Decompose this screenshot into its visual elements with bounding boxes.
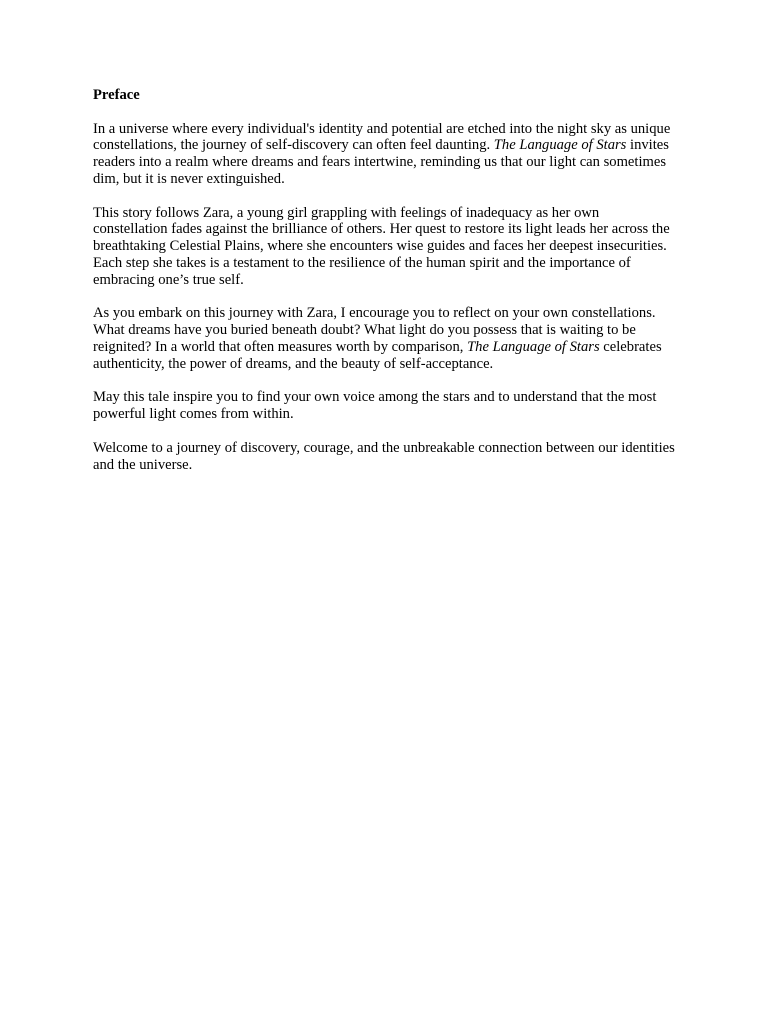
paragraph-3-text-a: As you embark on this journey with Zara, I encourage you to reflect on your own constellations. What dreams have you buried beneath doubt? What light do you possess that is waiting to be reignited? In a world that often measures worth by comparison, [93, 305, 656, 355]
book-title: The Language of Stars [493, 137, 627, 154]
preface-heading: Preface [93, 87, 140, 103]
paragraph-1 [93, 121, 675, 188]
paragraph-4-text: May this tale inspire you to find your own voice among the stars and to understand that the most powerful light comes from within. [93, 389, 657, 423]
paragraph-4 [93, 389, 675, 423]
paragraph-3 [93, 305, 675, 372]
paragraph-2-text: This story follows Zara, a young girl grappling with feelings of inadequacy as her own constellation fades against the brilliance of others. Her quest to restore its light leads her across the breathtaking Celestial Plains, where she encounters wise guides and faces her deepest insecurities. Each step she takes is a testament to the resilience of the human spirit and the importance of embracing one’s true self. [93, 204, 670, 288]
document-body [93, 87, 675, 490]
paragraph-3-text-b: celebrates authenticity, the power of dreams, and the beauty of self-acceptance. [93, 338, 662, 372]
paragraph-1-text-b: invites readers into a realm where dreams and fears intertwine, reminding us that our light can sometimes dim, but it is never extinguished. [93, 137, 669, 187]
paragraph-5 [93, 440, 675, 474]
paragraph-2 [93, 205, 675, 289]
paragraph-1-text-a: In a universe where every individual's identity and potential are etched into the night sky as unique constellations, the journey of self-discovery can often feel daunting. [93, 120, 671, 154]
book-title: The Language of Stars [467, 338, 600, 355]
paragraph-5-text: Welcome to a journey of discovery, courage, and the unbreakable connection between our identities and the universe. [93, 439, 675, 473]
